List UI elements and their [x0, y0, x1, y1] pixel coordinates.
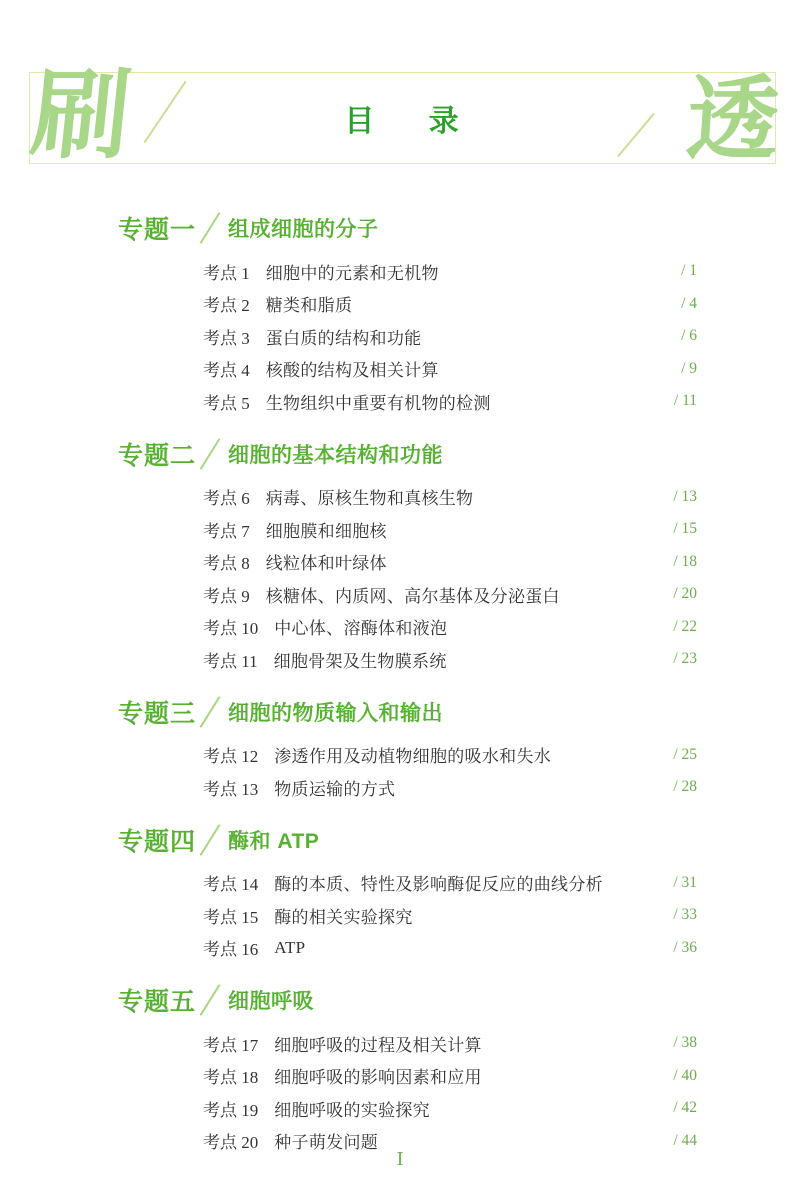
- toc-section: [118, 825, 697, 965]
- entry-title: 中心体、溶酶体和液泡: [274, 619, 448, 639]
- section-slash-divider: [200, 696, 221, 728]
- toc-section: [118, 985, 697, 1157]
- entry-label: 考点 6: [203, 489, 250, 509]
- section-title: 细胞的基本结构和功能: [228, 443, 444, 467]
- section-heading: [118, 213, 697, 243]
- toc-sections: [118, 213, 697, 1157]
- entry-page-number: / 15: [673, 520, 697, 538]
- entry-title: 渗透作用及动植物细胞的吸水和失水: [274, 747, 552, 767]
- toc-entry: [118, 1092, 697, 1125]
- entry-title: 物质运输的方式: [274, 779, 396, 799]
- section-number-label: 专题五: [118, 988, 197, 1016]
- entry-label: 考点 7: [203, 521, 250, 541]
- entry-title: 核糖体、内质网、高尔基体及分泌蛋白: [265, 586, 560, 606]
- brush-calligraphy-left: 刷: [26, 58, 137, 173]
- section-heading: [118, 697, 697, 727]
- section-item-list: [118, 481, 697, 676]
- toc-entry: [118, 513, 697, 546]
- toc-entry: [118, 867, 697, 900]
- entry-page-number: / 28: [673, 778, 697, 796]
- entry-title: 病毒、原核生物和真核生物: [265, 489, 474, 509]
- section-item-list: [118, 1027, 697, 1157]
- section-title: 细胞的物质输入和输出: [228, 701, 444, 725]
- toc-entry: [118, 1060, 697, 1093]
- entry-page-number: / 23: [673, 650, 697, 668]
- entry-page-number: / 20: [673, 585, 697, 603]
- toc-page-title: 目 录: [344, 105, 461, 138]
- toc-entry: [118, 1027, 697, 1060]
- toc-entry: [118, 481, 697, 514]
- entry-title: 线粒体和叶绿体: [265, 554, 387, 574]
- entry-page-number: / 33: [673, 906, 697, 924]
- toc-entry: [118, 546, 697, 579]
- toc-entry: [118, 320, 697, 353]
- entry-label: 考点 3: [203, 328, 250, 348]
- entry-label: 考点 4: [203, 361, 250, 381]
- toc-entry: [118, 643, 697, 676]
- entry-page-number: / 18: [673, 552, 697, 570]
- entry-title: 细胞膜和细胞核: [265, 521, 387, 541]
- entry-page-number: / 31: [673, 873, 697, 891]
- entry-page-number: / 11: [673, 392, 697, 410]
- section-number-label: 专题四: [118, 827, 197, 856]
- entry-title: ATP: [274, 937, 306, 957]
- toc-entry: [118, 353, 697, 386]
- entry-title: 细胞中的元素和无机物: [265, 263, 439, 283]
- entry-label: 考点 14: [203, 875, 259, 895]
- entry-label: 考点 12: [203, 747, 259, 767]
- toc-section: [118, 439, 697, 676]
- section-title: 组成细胞的分子: [228, 218, 379, 241]
- entry-page-number: / 42: [673, 1099, 697, 1117]
- entry-page-number: / 38: [673, 1034, 697, 1052]
- entry-title: 细胞呼吸的影响因素和应用: [274, 1068, 482, 1088]
- toc-entry: [118, 899, 697, 932]
- entry-label: 考点 15: [203, 907, 259, 927]
- entry-label: 考点 13: [203, 779, 259, 799]
- entry-page-number: / 22: [673, 617, 697, 635]
- section-slash-divider: [200, 824, 221, 856]
- entry-label: 考点 2: [203, 296, 250, 316]
- entry-label: 考点 18: [203, 1068, 259, 1088]
- entry-title: 核酸的结构及相关计算: [265, 361, 439, 381]
- entry-label: 考点 8: [203, 554, 250, 574]
- entry-label: 考点 20: [203, 1133, 259, 1153]
- entry-title: 生物组织中重要有机物的检测: [265, 393, 491, 413]
- entry-title: 细胞呼吸的过程及相关计算: [274, 1035, 482, 1055]
- section-slash-divider: [200, 212, 221, 244]
- entry-label: 考点 11: [203, 651, 258, 671]
- section-item-list: [118, 867, 697, 965]
- footer-page-number: Ⅰ: [396, 1149, 404, 1169]
- entry-label: 考点 1: [203, 263, 250, 283]
- section-heading: [118, 825, 697, 855]
- toc-section: [118, 697, 697, 804]
- entry-page-number: / 9: [681, 359, 697, 377]
- entry-title: 细胞呼吸的实验探究: [274, 1100, 430, 1120]
- section-title: 细胞呼吸: [228, 990, 315, 1013]
- entry-page-number: / 6: [681, 327, 697, 345]
- toc-entry: [118, 611, 697, 644]
- section-heading: [118, 439, 697, 469]
- entry-title: 种子萌发问题: [274, 1133, 379, 1153]
- toc-entry: [118, 771, 697, 804]
- entry-page-number: / 40: [673, 1066, 697, 1084]
- section-slash-divider: [200, 984, 221, 1016]
- entry-label: 考点 5: [203, 393, 250, 413]
- section-slash-divider: [200, 438, 221, 470]
- section-number-label: 专题一: [118, 216, 197, 244]
- toc-entry: [118, 385, 697, 418]
- toc-entry: [118, 932, 697, 965]
- toc-entry: [118, 578, 697, 611]
- entry-title: 酶的相关实验探究: [274, 907, 413, 927]
- section-number-label: 专题三: [118, 699, 197, 728]
- entry-label: 考点 19: [203, 1100, 259, 1120]
- section-number-label: 专题二: [118, 441, 197, 470]
- entry-page-number: / 44: [673, 1131, 697, 1149]
- section-item-list: [118, 739, 697, 804]
- entry-page-number: / 13: [673, 487, 697, 505]
- header-banner: [26, 58, 783, 173]
- entry-page-number: / 1: [681, 262, 697, 280]
- toc-entry: [118, 288, 697, 321]
- section-item-list: [118, 255, 697, 418]
- toc-section: [118, 213, 697, 418]
- entry-page-number: / 4: [681, 294, 697, 312]
- entry-label: 考点 17: [203, 1035, 259, 1055]
- section-title: 酶和 ATP: [228, 829, 320, 853]
- toc-entry: [118, 739, 697, 772]
- entry-title: 酶的本质、特性及影响酶促反应的曲线分析: [274, 875, 603, 895]
- entry-title: 糖类和脂质: [265, 296, 353, 316]
- brush-calligraphy-right: 透: [683, 65, 783, 173]
- entry-label: 考点 9: [203, 586, 250, 606]
- section-heading: [118, 985, 697, 1015]
- entry-title: 蛋白质的结构和功能: [265, 328, 422, 348]
- entry-title: 细胞骨架及生物膜系统: [273, 651, 447, 671]
- entry-page-number: / 25: [673, 745, 697, 763]
- entry-label: 考点 10: [203, 619, 259, 639]
- entry-page-number: / 36: [673, 938, 697, 956]
- entry-label: 考点 16: [203, 940, 259, 960]
- toc-entry: [118, 255, 697, 288]
